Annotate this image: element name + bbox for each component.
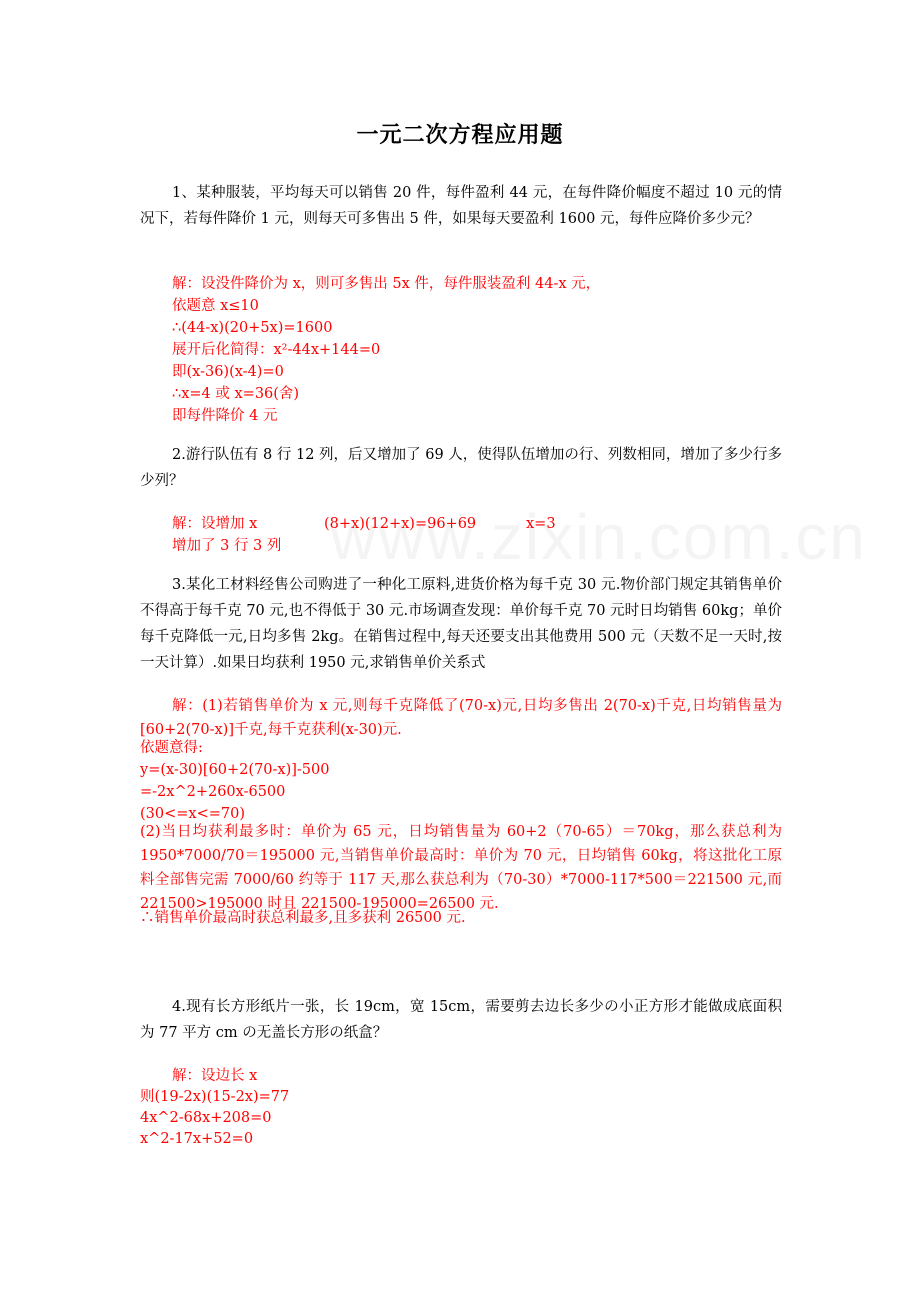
q3-solution-line: (30<=x<=70) [140, 806, 245, 822]
q2-solution-part3: x=3 [526, 516, 556, 532]
question-2: 2.游行队伍有 8 行 12 列，后又增加了 69 人，使得队伍增加の行、列数相同，增加了多少行多少列？ [140, 447, 782, 489]
q1-solution-line: ∴x=4 或 x=36(舍) [172, 386, 300, 402]
q3-conclusion: ∴销售单价最高时获总利最多,且多获利 26500 元. [140, 910, 466, 926]
q3-solution-intro: 解：(1)若销售单价为 x 元,则每千克降低了(70-x)元,日均多售出 2(70-x)千克,日均销售量为[60+2(70-x)]千克,每千克获利(x-30)元. [140, 698, 782, 738]
q1-solution-line: 依题意 x≤10 [172, 298, 259, 314]
q4-solution-line: 4x^2-68x+208=0 [140, 1110, 272, 1126]
q4-solution-line: x^2-17x+52=0 [140, 1131, 254, 1147]
q1-solution-line: 即每件降价 4 元 [172, 408, 278, 424]
q2-solution-part2: (8+x)(12+x)=96+69 [324, 516, 477, 532]
q3-part2: (2)当日均获利最多时：单价为 65 元，日均销售量为 60+2（70-65）＝70kg，那么获总利为 1950*7000/70＝195000 元,当销售单价最高时：单价为 70 元，日均销售 60kg，将这批化工原料全部售完需 7000/60 约等于 117 天,那么获总利为（70-30）*7000-117*500＝221500 元,而 221500>195000 时且 221500-195000=26500 元. [140, 824, 782, 912]
q1-solution-line: ∴(44-x)(20+5x)=1600 [172, 320, 333, 336]
q2-solution-part1: 解：设增加 x [172, 516, 258, 532]
q1-solution-line: 展开后化简得：x²-44x+144=0 [172, 342, 381, 358]
watermark [330, 500, 867, 574]
q4-solution-first: 解：设边长 x [172, 1068, 258, 1084]
q3-solution-line: =-2x^2+260x-6500 [140, 784, 286, 800]
question-1: 1、某种服装，平均每天可以销售 20 件，每件盈利 44 元，在每件降价幅度不超过 10 元的情况下，若每件降价 1 元，则每天可多售出 5 件，如果每天要盈利 1600 元，每件应降价多少元？ [140, 185, 782, 227]
q4-solution-line: 则(19-2x)(15-2x)=77 [140, 1089, 290, 1105]
q1-solution-line: 解：设没件降价为 x，则可多售出 5x 件，每件服装盈利 44-x 元， [172, 276, 601, 292]
question-3: 3.某化工材料经售公司购进了一种化工原料,进货价格为每千克 30 元.物价部门规定其销售单价不得高于每千克 70 元,也不得低于 30 元.市场调查发现：单价每千克 70 元时日均销售 60kg；单价每千克降低一元,日均多售 2kg。在销售过程中,每天还要支出其他费用 500 元（天数不足一天时,按一天计算）.如果日均获利 1950 元,求销售单价关系式 [140, 577, 782, 671]
q1-solution-line: 即(x-36)(x-4)=0 [172, 364, 284, 380]
q3-solution-line: 依题意得: [140, 740, 203, 756]
question-4: 4.现有长方形纸片一张，长 19cm，宽 15cm，需要剪去边长多少の小正方形才能做成底面积为 77 平方 cm の无盖长方形の纸盒？ [140, 999, 782, 1041]
q3-solution-line: y=(x-30)[60+2(70-x)]-500 [140, 762, 330, 778]
page-title: 一元二次方程应用题 [356, 122, 564, 148]
q2-solution-line2: 增加了 3 行 3 列 [172, 538, 282, 554]
